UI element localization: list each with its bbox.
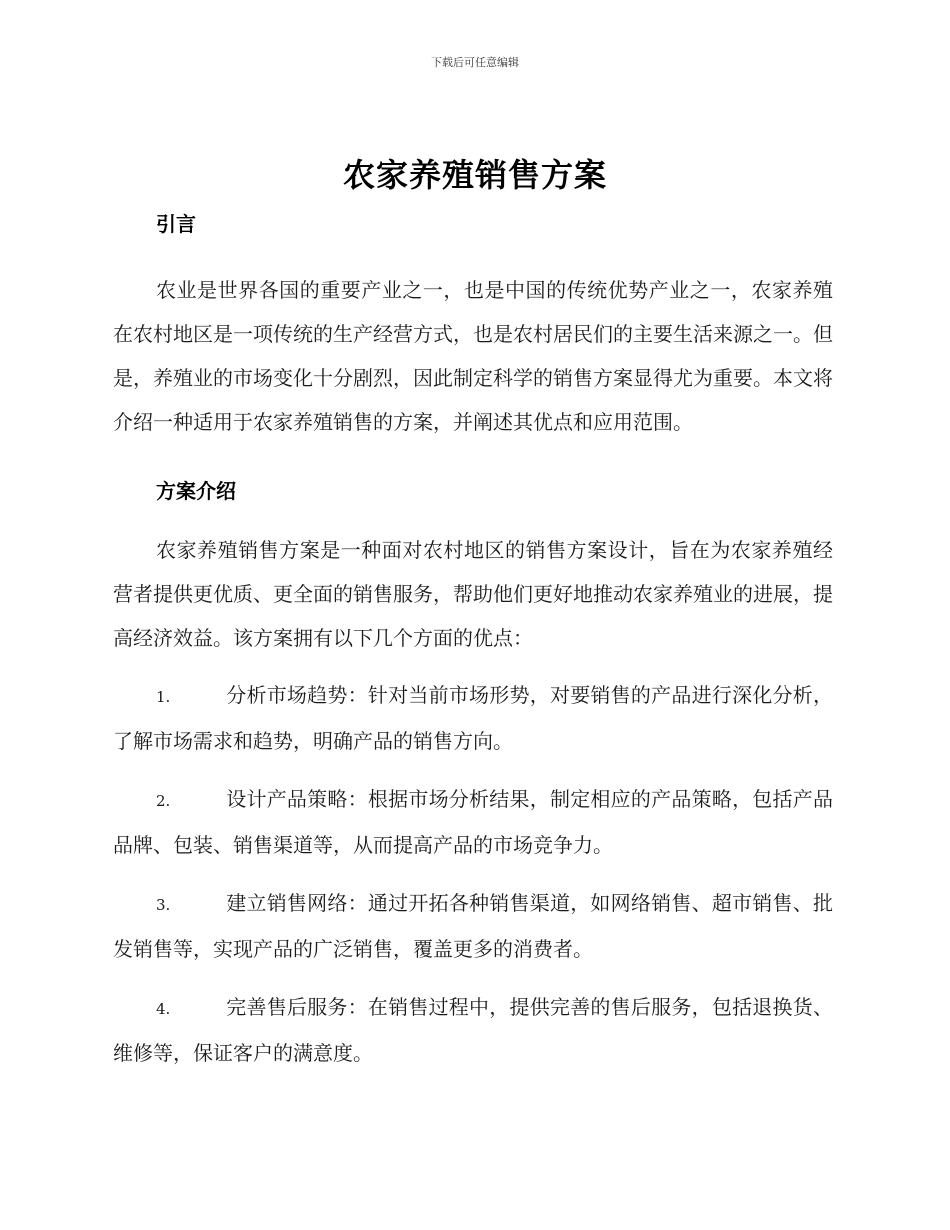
plan-paragraph: 农家养殖销售方案是一种面对农村地区的销售方案设计，旨在为农家养殖经营者提供更优质、更全面的销售服务，帮助他们更好地推动农家养殖业的进展，提高经济效益。该方案拥有以下几个方面的优点： (113, 538, 833, 650)
list-item (113, 777, 833, 867)
page-header-note: 下载后可任意编辑 (431, 56, 519, 69)
list-item-text: 分析市场趋势：针对当前市场形势，对要销售的产品进行深化分析，了解市场需求和趋势，明确产品的销售方向。 (113, 683, 833, 753)
list-item-text: 建立销售网络：通过开拓各种销售渠道，如网络销售、超市销售、批发销售等，实现产品的广泛销售，覆盖更多的消费者。 (113, 891, 833, 961)
advantages-list (113, 673, 833, 1075)
list-item-number: 4. (156, 1000, 171, 1018)
list-item-text: 设计产品策略：根据市场分析结果，制定相应的产品策略，包括产品品牌、包装、销售渠道等，从而提高产品的市场竞争力。 (113, 787, 833, 857)
list-item-number: 1. (156, 688, 171, 706)
list-item (113, 985, 833, 1075)
list-item-text: 完善售后服务：在销售过程中，提供完善的售后服务，包括退换货、维修等，保证客户的满意度。 (113, 995, 833, 1065)
list-item (113, 881, 833, 971)
plan-heading: 方案介绍 (156, 479, 236, 503)
list-item (113, 673, 833, 763)
document-title: 农家养殖销售方案 (342, 156, 607, 194)
intro-heading: 引言 (156, 212, 196, 236)
intro-paragraph: 农业是世界各国的重要产业之一，也是中国的传统优势产业之一，农家养殖在农村地区是一项传统的生产经营方式，也是农村居民们的主要生活来源之一。但是，养殖业的市场变化十分剧烈，因此制定科学的销售方案显得尤为重要。本文将介绍一种适用于农家养殖销售的方案，并阐述其优点和应用范围。 (113, 278, 833, 434)
list-item-number: 2. (156, 792, 171, 810)
list-item-number: 3. (156, 896, 171, 914)
document-body (113, 200, 833, 1089)
